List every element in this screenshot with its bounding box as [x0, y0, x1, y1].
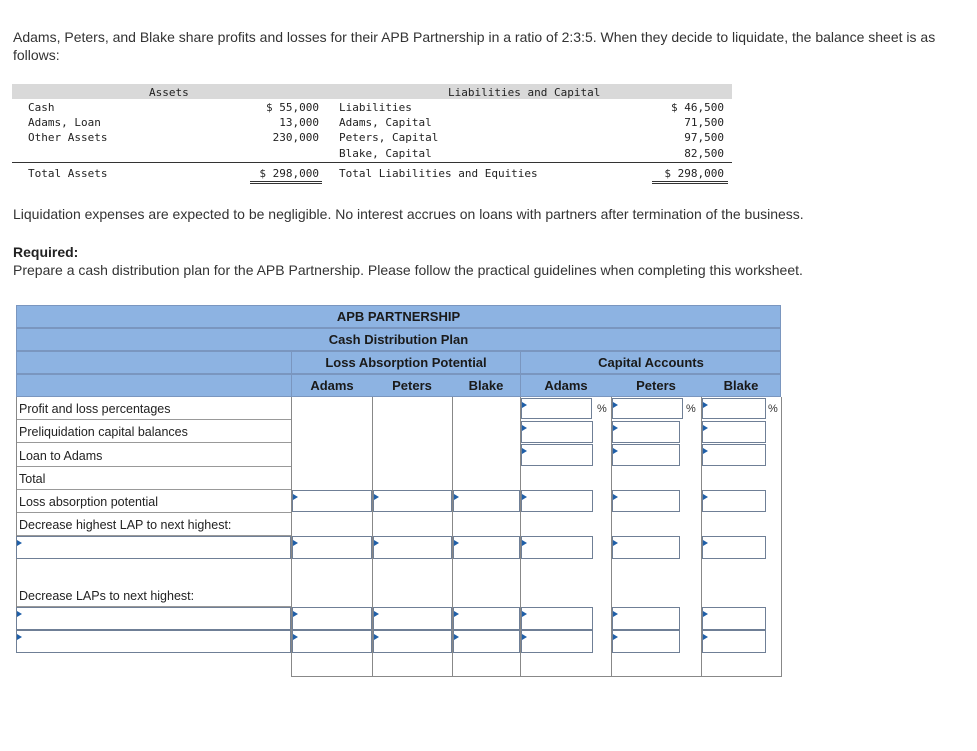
cap-col-adams: Adams: [544, 378, 588, 393]
dec-laps-label-input[interactable]: [16, 607, 291, 630]
dec-laps-label2-input[interactable]: [16, 630, 291, 653]
dec-highest-label-input[interactable]: [16, 536, 291, 559]
dec-highest-cap-blake-input[interactable]: [702, 536, 766, 559]
lap-header: Loss Absorption Potential: [325, 355, 487, 370]
total-liab-label: Total Liabilities and Equities: [339, 167, 538, 180]
cash-distribution-worksheet: [16, 305, 782, 677]
lap-col-adams: Adams: [310, 378, 354, 393]
liability-value: 71,500: [684, 116, 724, 129]
capital-accounts-header: Capital Accounts: [598, 355, 704, 370]
dec-laps2-peters-input[interactable]: [373, 630, 452, 653]
row-label-decrease-laps: Decrease LAPs to next highest:: [19, 589, 195, 603]
dec-laps2-cap-blake-input[interactable]: [702, 630, 766, 653]
liability-value: 97,500: [684, 131, 724, 144]
total-assets-value: $ 298,000: [259, 167, 319, 180]
loan-peters-input[interactable]: [612, 444, 680, 466]
dec-highest-blake-input[interactable]: [453, 536, 520, 559]
cap-col-peters: Peters: [636, 378, 676, 393]
row-label-preliquidation: Preliquidation capital balances: [19, 425, 188, 439]
liability-label: Adams, Capital: [339, 116, 432, 129]
required-text: Prepare a cash distribution plan for the APB Partnership. Please follow the practical guidelines when completing this worksheet.: [13, 262, 803, 278]
assets-header: Assets: [149, 86, 189, 99]
dec-laps-cap-adams-input[interactable]: [521, 607, 593, 630]
lap-col-peters: Peters: [392, 378, 432, 393]
pl-pct-adams-input[interactable]: [521, 398, 592, 419]
pct-sign: %: [597, 403, 607, 415]
dec-laps2-cap-peters-input[interactable]: [612, 630, 680, 653]
asset-label: Other Assets: [28, 131, 108, 144]
double-rule: [652, 181, 728, 182]
double-rule: [250, 183, 322, 184]
subtotal-rule: [12, 162, 732, 163]
liability-value: $ 46,500: [671, 101, 724, 114]
worksheet-title: APB PARTNERSHIP: [336, 309, 461, 324]
dec-highest-adams-input[interactable]: [292, 536, 372, 559]
pre-cap-peters-input[interactable]: [612, 421, 680, 443]
worksheet-subtitle: Cash Distribution Plan: [328, 332, 469, 347]
double-rule: [652, 183, 728, 184]
dec-laps2-blake-input[interactable]: [453, 630, 520, 653]
pl-pct-blake-input[interactable]: [702, 398, 766, 419]
loan-adams-input[interactable]: [521, 444, 593, 466]
dec-laps-cap-blake-input[interactable]: [702, 607, 766, 630]
loan-blake-input[interactable]: [702, 444, 766, 466]
note-text: Liquidation expenses are expected to be negligible. No interest accrues on loans with partners after termination of the business.: [13, 206, 804, 222]
row-label-total: Total: [19, 472, 46, 486]
pct-sign: %: [768, 403, 778, 415]
asset-label: Cash: [28, 101, 55, 114]
pct-sign: %: [686, 403, 696, 415]
lap-cap-blake-input[interactable]: [702, 490, 766, 512]
pl-pct-peters-input[interactable]: [612, 398, 683, 419]
dec-laps2-cap-adams-input[interactable]: [521, 630, 593, 653]
dec-highest-peters-input[interactable]: [373, 536, 452, 559]
liability-value: 82,500: [684, 147, 724, 160]
lap-cap-peters-input[interactable]: [612, 490, 680, 512]
dec-laps-cap-peters-input[interactable]: [612, 607, 680, 630]
total-assets-label: Total Assets: [28, 167, 108, 180]
lap-col-blake: Blake: [468, 378, 504, 393]
asset-label: Adams, Loan: [28, 116, 101, 129]
lap-cap-adams-input[interactable]: [521, 490, 593, 512]
asset-value: 13,000: [279, 116, 319, 129]
dec-laps-adams-input[interactable]: [292, 607, 372, 630]
dec-highest-cap-adams-input[interactable]: [521, 536, 593, 559]
dec-laps-peters-input[interactable]: [373, 607, 452, 630]
intro-text: Adams, Peters, and Blake share profits and losses for their APB Partnership in a ratio of 2:3:5. When they decide to liquidate, the balance sheet is as follows:: [13, 29, 936, 63]
dec-laps2-adams-input[interactable]: [292, 630, 372, 653]
asset-value: $ 55,000: [266, 101, 319, 114]
liability-label: Blake, Capital: [339, 147, 432, 160]
row-label-lap: Loss absorption potential: [19, 495, 158, 509]
balance-sheet-header-band: [12, 84, 732, 99]
row-label-decrease-highest: Decrease highest LAP to next highest:: [19, 518, 232, 532]
cap-col-blake: Blake: [723, 378, 759, 393]
dec-laps-blake-input[interactable]: [453, 607, 520, 630]
dec-highest-cap-peters-input[interactable]: [612, 536, 680, 559]
asset-value: 230,000: [272, 131, 319, 144]
liabilities-header: Liabilities and Capital: [448, 86, 601, 99]
pre-cap-blake-input[interactable]: [702, 421, 766, 443]
row-label-pl: Profit and loss percentages: [19, 402, 171, 416]
required-label: Required:: [13, 244, 79, 260]
liability-label: Peters, Capital: [339, 131, 439, 144]
total-liab-value: $ 298,000: [664, 167, 724, 180]
lap-blake-input[interactable]: [453, 490, 520, 512]
lap-adams-input[interactable]: [292, 490, 372, 512]
pre-cap-adams-input[interactable]: [521, 421, 593, 443]
liability-label: Liabilities: [339, 101, 412, 114]
double-rule: [250, 181, 322, 182]
lap-peters-input[interactable]: [373, 490, 452, 512]
row-label-loan: Loan to Adams: [19, 449, 103, 463]
